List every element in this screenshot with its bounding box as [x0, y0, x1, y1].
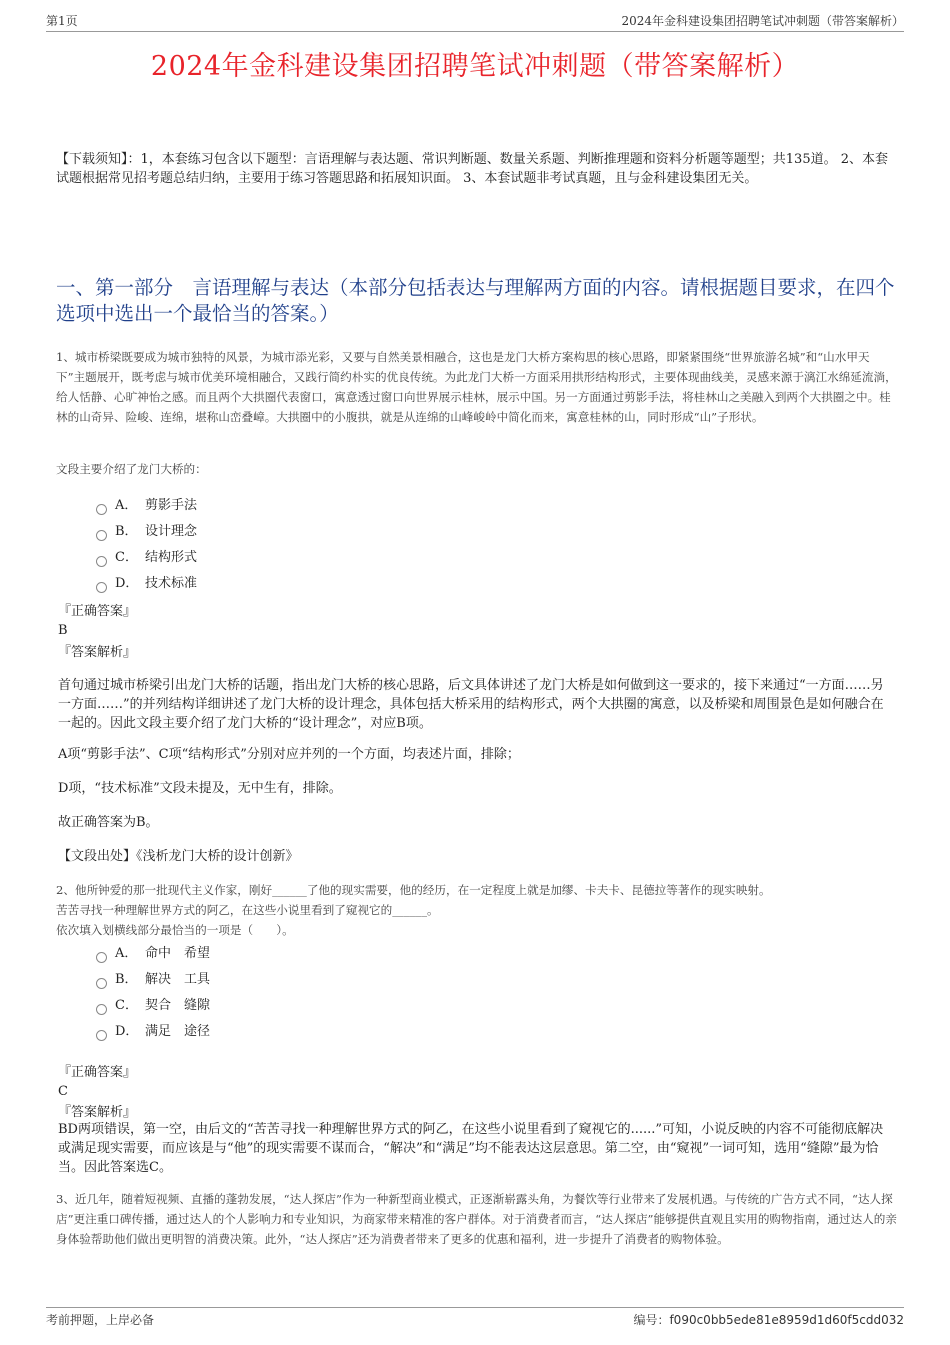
option-text: 解决 工具: [145, 972, 211, 987]
option-label: B．: [115, 972, 138, 987]
option-text: 设计理念: [145, 524, 198, 539]
option-text: 技术标准: [145, 576, 198, 591]
radio-icon[interactable]: [96, 582, 107, 593]
question-1-analysis-paragraph: 故正确答案为B。: [58, 815, 159, 830]
question-1-analysis-title: 『答案解析』: [58, 645, 137, 660]
radio-icon[interactable]: [96, 978, 107, 989]
question-2-analysis: BD两项错误，第一空，由后文的“苦苦寻找一种理解世界方式的阿乙，在这些小说里看到了窥视它的......”可知，小说反映的内容不可能彻底解决或满足现实需要，而应该是与“他”的现实需要不谋而合，“解决”和“满足”均不能表达这层意思。第二空，由“窥视”一词可知，选用“缝隙”最为恰当。因此答案选C。: [58, 1122, 884, 1175]
footer-code-value: f090c0bb5ede81e8959d1d60f5cdd032: [669, 1313, 904, 1327]
footer-slogan: 考前押题，上岸必备: [46, 1313, 155, 1327]
question-1-prompt: 文段主要介绍了龙门大桥的：: [56, 462, 207, 476]
option-label: A．: [115, 946, 138, 961]
download-notice: 【下载须知】：1，本套练习包含以下题型：言语理解与表达题、常识判断题、数量关系题、判断推理题和资料分析题等题型；共135道。 2、本套试题根据常见招考题总结归纳，主要用于练习答题思路和拓展知识面。 3、本套试题非考试真题，且与金科建设集团无关。: [56, 152, 888, 186]
question-2-options: [96, 941, 210, 1045]
page-title: 2024年金科建设集团招聘笔试冲刺题（带答案解析）: [150, 51, 800, 82]
question-1-option-d[interactable]: [96, 571, 197, 597]
radio-icon[interactable]: [96, 530, 107, 541]
question-1-options: [96, 493, 197, 597]
radio-icon[interactable]: [96, 1004, 107, 1015]
option-label: A．: [115, 498, 138, 513]
footer-divider: [46, 1307, 904, 1308]
radio-icon[interactable]: [96, 952, 107, 963]
radio-icon[interactable]: [96, 504, 107, 515]
option-text: 命中 希望: [145, 946, 211, 961]
question-1-text: 1、城市桥梁既要成为城市独特的风景，为城市添光彩，又要与自然美景相融合，这也是龙门大桥方案构思的核心思路，即紧紧围绕“世界旅游名城”和“山水甲天下”主题展开，既考虑与城市优美环境相融合，又践行简约朴实的优良传统。为此龙门大桥一方面采用拱形结构形式，主要体现曲线美，灵感来源于漓江水绵延流淌，给人恬静、心旷神怡之感。而且两个大拱圈代表窗口，寓意透过窗口向世界展示桂林，展示中国。另一方面通过剪影手法，将桂林山之美融入到两个大拱圈之中。桂林的山奇异、险峻、连绵，堪称山峦叠嶂。大拱圈中的小腹拱，就是从连绵的山峰峻岭中简化而来，寓意桂林的山，同时形成“山”子形状。: [56, 350, 897, 424]
question-2-prompt: 依次填入划横线部分最恰当的一项是（ ）。: [56, 923, 294, 937]
question-1-analysis-paragraph: 首句通过城市桥梁引出龙门大桥的话题，指出龙门大桥的核心思路，后文具体讲述了龙门大桥是如何做到这一要求的，接下来通过“一方面……另一方面……”的并列结构详细讲述了龙门大桥的设计理念，具体包括大桥采用的结构形式，两个大拱圈的寓意，以及桥梁和周围景色是如何融合在一起的。因此文段主要介绍了龙门大桥的“设计理念”，对应B项。: [58, 678, 884, 731]
header-divider: [46, 31, 904, 32]
header-doc-title: 2024年金科建设集团招聘笔试冲刺题（带答案解析）: [621, 14, 904, 28]
question-1-answer-title: 『正确答案』: [58, 604, 137, 619]
option-label: B．: [115, 524, 138, 539]
question-1-analysis-paragraph: A项“剪影手法”、C项“结构形式”分别对应并列的一个方面，均表述片面，排除；: [58, 747, 520, 762]
question-2-answer: C: [58, 1084, 68, 1099]
question-1-source: 【文段出处】《浅析龙门大桥的设计创新》: [58, 849, 299, 864]
question-2-option-c[interactable]: [96, 993, 210, 1019]
radio-icon[interactable]: [96, 1030, 107, 1041]
option-label: C．: [115, 550, 138, 565]
option-text: 满足 途径: [145, 1024, 211, 1039]
footer-code: [633, 1311, 904, 1328]
section-heading: 一、第一部分 言语理解与表达（本部分包括表达与理解两方面的内容。请根据题目要求，在四个选项中选出一个最恰当的答案。）: [56, 276, 895, 325]
option-label: D．: [115, 1024, 139, 1039]
question-2-answer-title: 『正确答案』: [58, 1065, 137, 1080]
question-2-text-line: 苦苦寻找一种理解世界方式的阿乙，在这些小说里看到了窥视它的______。: [56, 903, 439, 917]
option-text: 契合 缝隙: [145, 998, 211, 1013]
question-1-answer: B: [58, 623, 68, 638]
question-2-analysis-title: 『答案解析』: [58, 1105, 137, 1120]
question-2-option-d[interactable]: [96, 1019, 210, 1045]
footer-code-label: 编号：: [633, 1313, 670, 1327]
option-text: 结构形式: [145, 550, 198, 565]
radio-icon[interactable]: [96, 556, 107, 567]
option-text: 剪影手法: [145, 498, 198, 513]
question-1-option-a[interactable]: [96, 493, 197, 519]
question-2-option-b[interactable]: [96, 967, 210, 993]
question-2-text-line: 2、他所钟爱的那一批现代主义作家，刚好______了他的现实需要，他的经历，在一定程度上就是加缪、卡夫卡、昆德拉等著作的现实映射。: [56, 883, 771, 897]
option-label: C．: [115, 998, 138, 1013]
question-3-text: 3、近几年，随着短视频、直播的蓬勃发展，“达人探店”作为一种新型商业模式，正逐渐崭露头角，为餐饮等行业带来了发展机遇。与传统的广告方式不同，“达人探店”更注重口碑传播，通过达人的个人影响力和专业知识，为商家带来精准的客户群体。对于消费者而言，“达人探店”能够提供直观且实用的购物指南，通过达人的亲身体验帮助他们做出更明智的消费决策。此外，“达人探店”还为消费者带来了更多的优惠和福利，进一步提升了消费者的购物体验。: [56, 1192, 897, 1246]
header-page-number: 第1页: [46, 14, 78, 28]
question-2-option-a[interactable]: [96, 941, 210, 967]
option-label: D．: [115, 576, 139, 591]
question-1-option-c[interactable]: [96, 545, 197, 571]
question-1-analysis-paragraph: D项，“技术标准”文段未提及，无中生有，排除。: [58, 781, 342, 796]
question-1-option-b[interactable]: [96, 519, 197, 545]
